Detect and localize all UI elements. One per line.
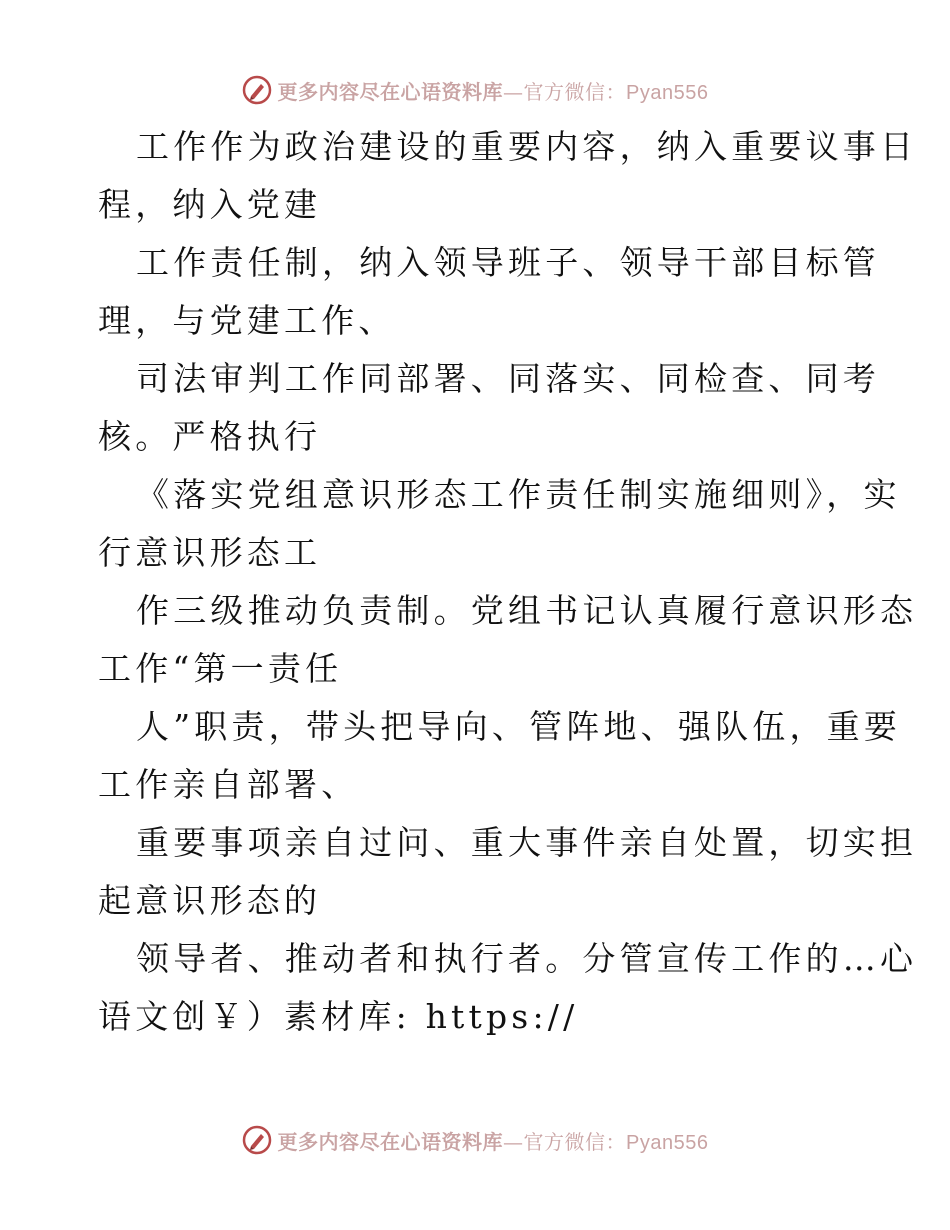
document-body xyxy=(98,118,918,1046)
pen-logo-icon xyxy=(242,75,272,105)
paragraph-line: 核。严格执行 xyxy=(98,417,322,456)
header-wechat-id: Pyan556 xyxy=(626,81,709,104)
header-separator: — xyxy=(503,79,524,104)
paragraph-line: 工作亲自部署、 xyxy=(98,765,359,804)
paragraph-line: 重要事项亲自过问、重大事件亲自处置，切实担 xyxy=(136,823,918,862)
paragraph-line: 领导者、推动者和执行者。分管宣传工作的…心 xyxy=(136,939,918,978)
paragraph-line: 语文创￥）素材库: https:// xyxy=(98,997,579,1036)
footer-banner xyxy=(0,1120,950,1160)
header-banner-title: 更多内容尽在心语资料库 xyxy=(277,79,504,104)
header-banner xyxy=(0,70,950,110)
paragraph-line: 人”职责，带头把导向、管阵地、强队伍，重要 xyxy=(136,707,902,746)
paragraph-line: 理，与党建工作、 xyxy=(98,301,396,340)
paragraph-line: 工作“第一责任 xyxy=(98,649,343,688)
header-banner-text xyxy=(278,76,709,105)
paragraph-line: 工作作为政治建设的重要内容，纳入重要议事日 xyxy=(136,127,918,166)
pen-logo-icon xyxy=(242,1125,272,1155)
footer-wechat-label: 官方微信： xyxy=(523,1129,627,1154)
paragraph-line: 行意识形态工 xyxy=(98,533,322,572)
paragraph-line: 司法审判工作同部署、同落实、同检查、同考 xyxy=(136,359,880,398)
footer-banner-title: 更多内容尽在心语资料库 xyxy=(277,1129,504,1154)
paragraph-line: 《落实党组意识形态工作责任制实施细则》，实 xyxy=(136,475,901,514)
footer-wechat-id: Pyan556 xyxy=(626,1131,709,1154)
paragraph-line: 工作责任制，纳入领导班子、领导干部目标管 xyxy=(136,243,880,282)
footer-separator: — xyxy=(503,1129,524,1154)
paragraph-line: 起意识形态的 xyxy=(98,881,322,920)
paragraph-line: 作三级推动负责制。党组书记认真履行意识形态 xyxy=(136,591,918,630)
footer-banner-text xyxy=(278,1126,709,1155)
header-wechat-label: 官方微信： xyxy=(523,79,627,104)
paragraph-line: 程，纳入党建 xyxy=(98,185,322,224)
